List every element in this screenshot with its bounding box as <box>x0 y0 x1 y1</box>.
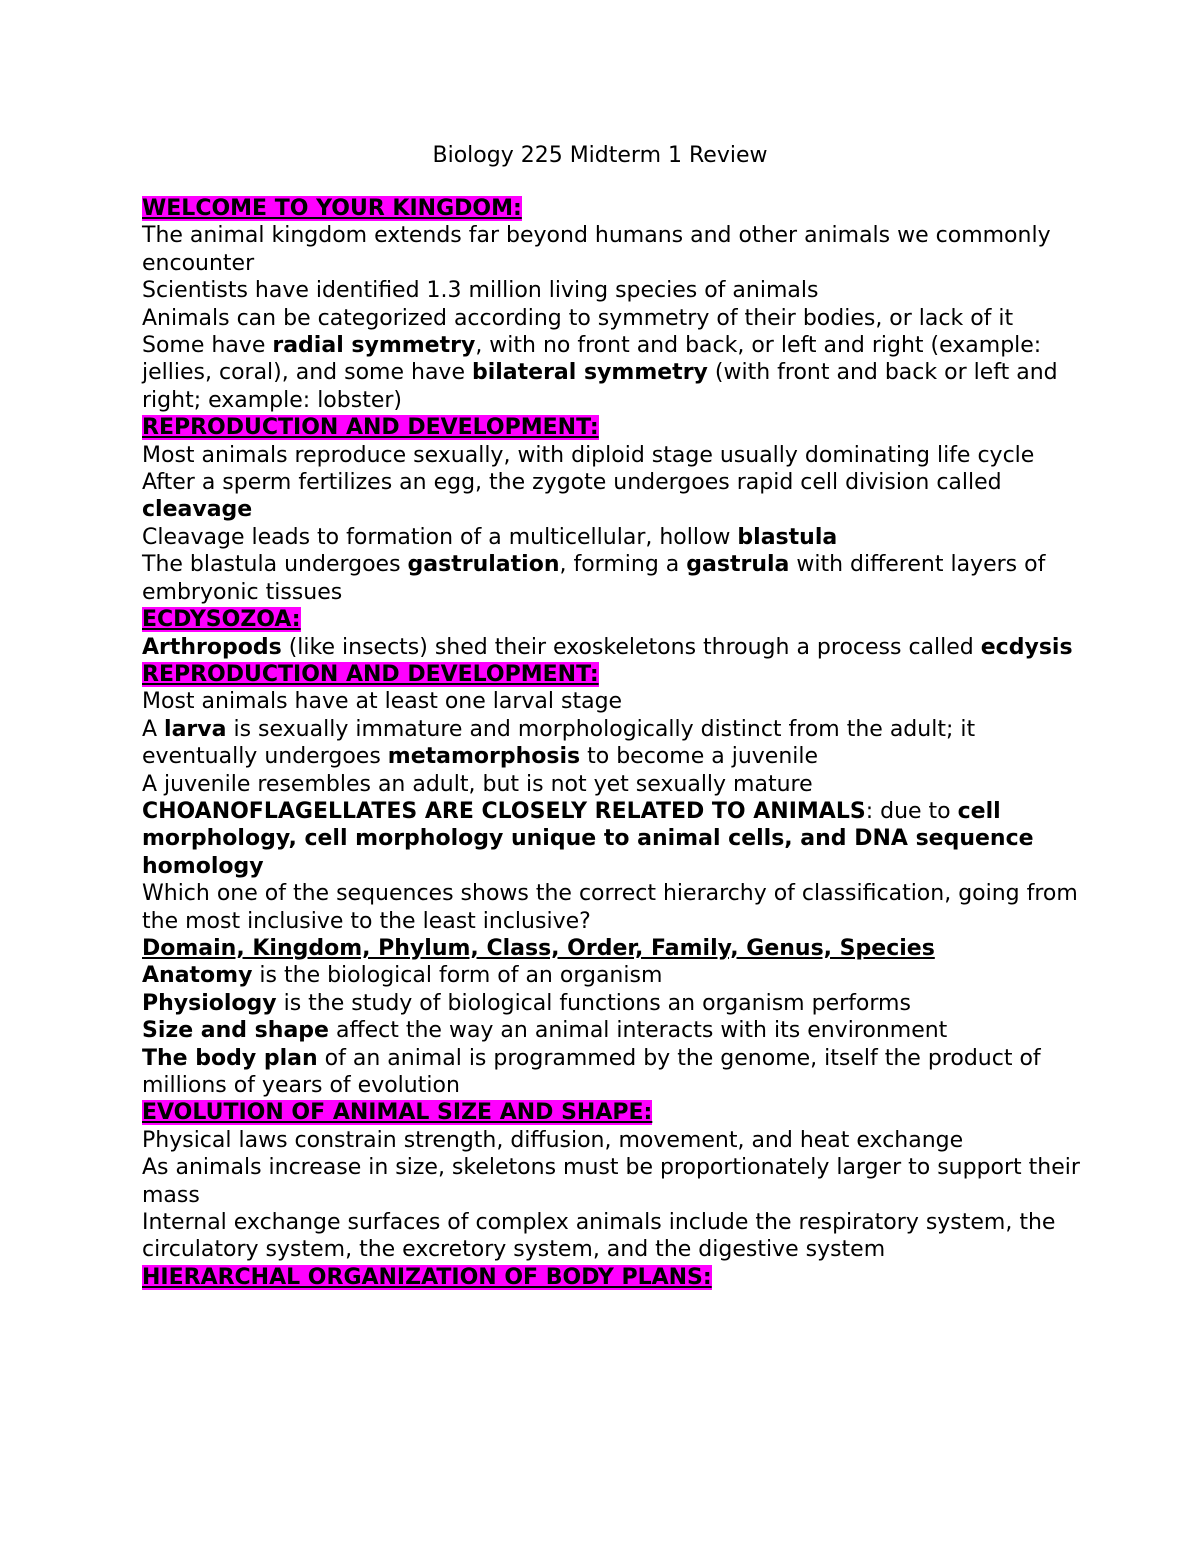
highlighted-heading: WELCOME TO YOUR KINGDOM: <box>142 196 522 221</box>
paragraph: Most animals reproduce sexually, with diploid stage usually dominating life cycle <box>142 442 1035 468</box>
text-run: The blastula undergoes <box>142 552 408 578</box>
paragraph <box>142 716 1082 771</box>
text-run: affect the way an animal interacts with its environment <box>328 1018 948 1044</box>
key-term: Anatomy <box>142 963 253 989</box>
section-heading-hierarchal <box>142 1264 1082 1291</box>
text-run: : due to <box>865 798 958 824</box>
paragraph <box>142 634 1082 661</box>
paragraph: Animals can be categorized according to symmetry of their bodies, or lack of it <box>142 305 1014 331</box>
key-term: gastrula <box>686 552 790 578</box>
paragraph <box>142 1045 1082 1100</box>
text-run: with different layers of embryonic tissues <box>142 552 1046 605</box>
section-heading-evolution <box>142 1099 1082 1126</box>
highlighted-heading: HIERARCHAL ORGANIZATION OF BODY PLANS: <box>142 1264 712 1290</box>
key-term: CHOANOFLAGELLATES ARE CLOSELY RELATED TO ANIMALS <box>142 798 866 824</box>
highlighted-heading: REPRODUCTION AND DEVELOPMENT: <box>142 415 599 441</box>
key-term: The body plan <box>142 1045 318 1071</box>
text-run: is sexually immature and morphologically distinct from the adult; it eventually undergoes <box>142 716 976 770</box>
paragraph: Internal exchange surfaces of complex animals include the respiratory system, the circulatory system, the excretory system, and the digestive system <box>142 1210 1056 1263</box>
paragraph: A juvenile resembles an adult, but is not yet sexually mature <box>142 771 813 797</box>
key-term: larva <box>164 716 227 742</box>
text-run: , forming a <box>559 552 687 578</box>
text-run: (with front and back or left and right; example: lobster) <box>142 360 1058 413</box>
highlighted-heading: ECDYSOZOA: <box>142 607 301 633</box>
text-run: , with no front and back, or left and right (example: jellies, coral), and some have <box>142 333 1042 386</box>
text-run: Cleavage leads to formation of a multicellular, hollow <box>142 524 738 550</box>
key-term: Size and shape <box>142 1018 329 1044</box>
paragraph <box>142 469 1082 524</box>
text-run: A <box>142 716 165 742</box>
paragraph: Most animals have at least one larval stage <box>142 689 623 715</box>
key-term: Physiology <box>142 990 277 1016</box>
key-term: metamorphosis <box>387 744 581 770</box>
paragraph: Scientists have identified 1.3 million living species of animals <box>142 278 819 304</box>
paragraph <box>142 990 1082 1017</box>
text-run: (like insects) shed their exoskeletons through a process called <box>281 634 981 660</box>
answer-text: Domain, Kingdom, Phylum, Class, Order, Family, Genus, Species <box>142 935 935 961</box>
section-heading-kingdom <box>142 195 1082 222</box>
highlighted-heading: EVOLUTION OF ANIMAL SIZE AND SHAPE: <box>142 1100 653 1126</box>
text-run: is the biological form of an organism <box>252 963 663 989</box>
paragraph <box>142 935 1082 962</box>
page-title: Biology 225 Midterm 1 Review <box>432 143 768 168</box>
text-run: Some have <box>142 333 273 359</box>
key-term: Arthropods <box>142 634 282 660</box>
key-term: blastula <box>737 524 838 550</box>
key-term: cleavage <box>142 497 253 523</box>
key-term: gastrulation <box>407 552 560 578</box>
key-term: cell morphology, cell morphology unique to animal cells, and DNA sequence homology <box>142 798 1034 879</box>
paragraph: Which one of the sequences shows the correct hierarchy of classification, going from the most inclusive to the least inclusive? <box>142 881 1078 934</box>
text-run: of an animal is programmed by the genome, itself the product of millions of years of evolution <box>142 1045 1041 1098</box>
paragraph <box>142 962 1082 989</box>
paragraph <box>142 1017 1082 1044</box>
section-heading-reproduction <box>142 414 1082 441</box>
key-term: ecdysis <box>980 634 1073 660</box>
paragraph <box>142 524 1082 551</box>
text-run: After a sperm fertilizes an egg, the zygote undergoes rapid cell division called <box>142 470 1002 496</box>
paragraph: As animals increase in size, skeletons must be proportionately larger to support their mass <box>142 1155 1080 1208</box>
paragraph <box>142 551 1082 606</box>
paragraph <box>142 798 1082 880</box>
paragraph: The animal kingdom extends far beyond humans and other animals we commonly encounter <box>142 223 1051 276</box>
paragraph <box>142 332 1082 414</box>
section-heading-ecdysozoa <box>142 606 1082 633</box>
key-term: bilateral symmetry <box>471 360 708 386</box>
text-run: to become a juvenile <box>580 744 819 770</box>
highlighted-heading: REPRODUCTION AND DEVELOPMENT: <box>142 661 599 687</box>
paragraph: Physical laws constrain strength, diffusion, movement, and heat exchange <box>142 1127 964 1153</box>
document-body <box>142 195 1082 1291</box>
text-run: is the study of biological functions an organism performs <box>276 990 911 1016</box>
section-heading-reproduction <box>142 661 1082 688</box>
key-term: radial symmetry <box>272 333 476 359</box>
